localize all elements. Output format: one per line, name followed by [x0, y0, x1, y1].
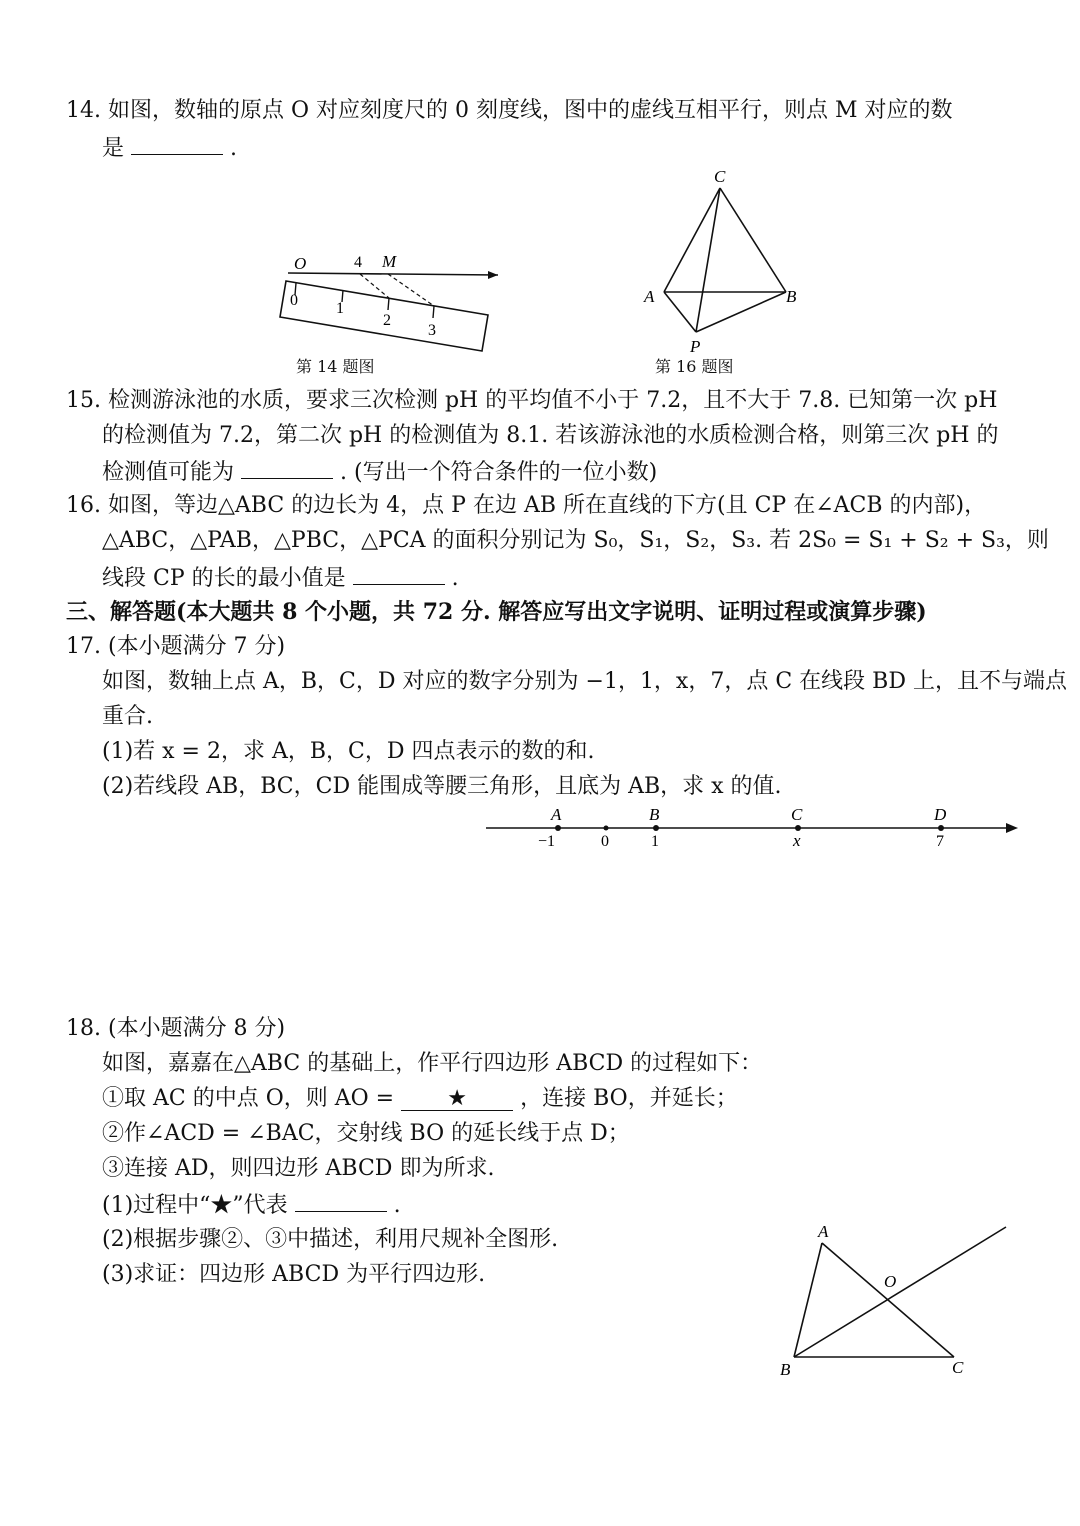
q17-label-d: D: [934, 805, 947, 824]
section3-title: 三、解答题(本大题共 8 个小题，共 72 分. 解答应写出文字说明、证明过程或演算步骤): [66, 599, 927, 625]
q17-point-b: [653, 825, 659, 831]
q17-value-7: 7: [936, 833, 944, 850]
q18-step1-post: ，连接 BO，并延长；: [520, 1086, 738, 1111]
q15-line3-pre: 检测值可能为: [102, 460, 235, 485]
q14-ruler-label-3: 3: [428, 322, 436, 339]
q18-step2: ②作∠ACD = ∠BAC，交射线 BO 的延长线于点 D；: [102, 1121, 630, 1146]
q17-label-b: B: [649, 805, 660, 824]
q17-value-neg1: −1: [538, 833, 556, 850]
q16-label-a: A: [644, 287, 655, 306]
q17-line1: 如图，数轴上点 A，B，C，D 对应的数字分别为 −1，1，x，7，点 C 在线段 BD 上，且不与端点: [102, 669, 1067, 694]
q16-segment-bp: [696, 292, 786, 332]
q18-figure: [770, 1215, 1020, 1385]
q18-label-c: C: [952, 1358, 964, 1377]
q15-answer-blank[interactable]: [241, 456, 333, 479]
q18-part1-pre: (1)过程中“★”代表: [102, 1193, 288, 1218]
star-icon: ★: [447, 1086, 467, 1111]
q14-label-m: M: [382, 252, 397, 271]
q14-line1: 14. 如图，数轴的原点 O 对应刻度尺的 0 刻度线，图中的虚线互相平行，则点 M 对应的数: [66, 98, 953, 123]
q18-side-ab: [794, 1243, 822, 1357]
q14-figure: [270, 245, 510, 365]
q14-ruler-label-1: 1: [336, 300, 344, 317]
q16-label-b: B: [786, 287, 797, 306]
q14-line2-pre: 是: [102, 136, 125, 161]
q16-figure-caption: 第 16 题图: [655, 357, 734, 376]
q17-line2: 重合.: [102, 704, 153, 729]
q14-tick-2: [388, 298, 389, 310]
q18-label-b: B: [780, 1360, 791, 1379]
q16-line2: △ABC，△PAB，△PBC，△PCA 的面积分别记为 S₀，S₁，S₂，S₃. 若 2S₀ = S₁ + S₂ + S₃，则: [102, 528, 1049, 553]
q17-axis-arrow: [1006, 823, 1018, 833]
q16-line3-post: .: [451, 566, 459, 591]
q14-figure-caption: 第 14 题图: [296, 357, 375, 376]
q17-label-c: C: [791, 805, 803, 824]
q17-value-0: 0: [601, 833, 609, 850]
q16-line3-pre: 线段 CP 的长的最小值是: [102, 566, 346, 591]
q17-point-a: [555, 825, 561, 831]
q14-line2-post: .: [230, 136, 238, 161]
q16-line1: 16. 如图，等边△ABC 的边长为 4，点 P 在边 AB 所在直线的下方(且 CP 在∠ACB 的内部)，: [66, 493, 987, 518]
q14-line2: [102, 132, 237, 164]
q18-answer-blank[interactable]: [295, 1189, 387, 1212]
q14-label-4: 4: [354, 254, 362, 271]
q17-point-origin: [604, 826, 609, 831]
q17-label-a: A: [551, 805, 562, 824]
q18-intro: 如图，嘉嘉在△ABC 的基础上，作平行四边形 ABCD 的过程如下：: [102, 1051, 763, 1076]
q18-part2: (2)根据步骤②、③中描述，利用尺规补全图形.: [102, 1227, 559, 1252]
q18-star-blank[interactable]: [401, 1088, 513, 1111]
q17-value-1: 1: [651, 833, 659, 850]
q16-segment-ap: [664, 292, 696, 332]
q18-step1: [102, 1084, 738, 1114]
q15-line1: 15. 检测游泳池的水质，要求三次检测 pH 的平均值不小于 7.2，且不大于 7.8. 已知第一次 pH: [66, 388, 998, 413]
q16-line3: [102, 562, 459, 594]
q16-label-p: P: [690, 337, 701, 356]
q18-label-a: A: [818, 1222, 829, 1241]
q18-step1-pre: ①取 AC 的中点 O，则 AO =: [102, 1086, 395, 1111]
q14-answer-blank[interactable]: [131, 132, 223, 155]
q18-label-o: O: [884, 1272, 897, 1291]
q17-header: 17. (本小题满分 7 分): [66, 634, 286, 659]
q18-step3: ③连接 AD，则四边形 ABCD 即为所求.: [102, 1156, 495, 1181]
q17-point-d: [938, 825, 944, 831]
q18-header: 18. (本小题满分 8 分): [66, 1016, 286, 1041]
q14-dash-2: [388, 274, 434, 306]
q15-line3-post: . (写出一个符合条件的一位小数): [340, 460, 658, 485]
q17-part1: (1)若 x = 2，求 A，B，C，D 四点表示的数的和.: [102, 739, 595, 764]
q17-value-x: x: [793, 831, 801, 850]
q18-part3: (3)求证：四边形 ABCD 为平行四边形.: [102, 1262, 486, 1287]
q15-line2: 的检测值为 7.2，第二次 pH 的检测值为 8.1. 若该游泳池的水质检测合格，则第三次 pH 的: [102, 423, 999, 448]
q14-tick-3: [433, 306, 434, 318]
q14-ruler-label-0: 0: [290, 292, 298, 309]
q16-figure: [636, 160, 816, 360]
q18-part1: [102, 1189, 401, 1221]
q14-ruler-label-2: 2: [383, 312, 391, 329]
q17-number-line: [480, 800, 1025, 860]
q16-side-cb: [720, 188, 786, 292]
q16-answer-blank[interactable]: [353, 562, 445, 585]
q16-label-c: C: [714, 167, 726, 186]
q15-line3: [102, 456, 657, 488]
q14-axis-arrow: [488, 271, 498, 279]
q14-number-axis: [288, 273, 498, 275]
q18-part1-post: .: [393, 1193, 401, 1218]
q14-label-o: O: [294, 254, 307, 273]
q17-part2: (2)若线段 AB，BC，CD 能围成等腰三角形，且底为 AB，求 x 的值.: [102, 774, 782, 799]
